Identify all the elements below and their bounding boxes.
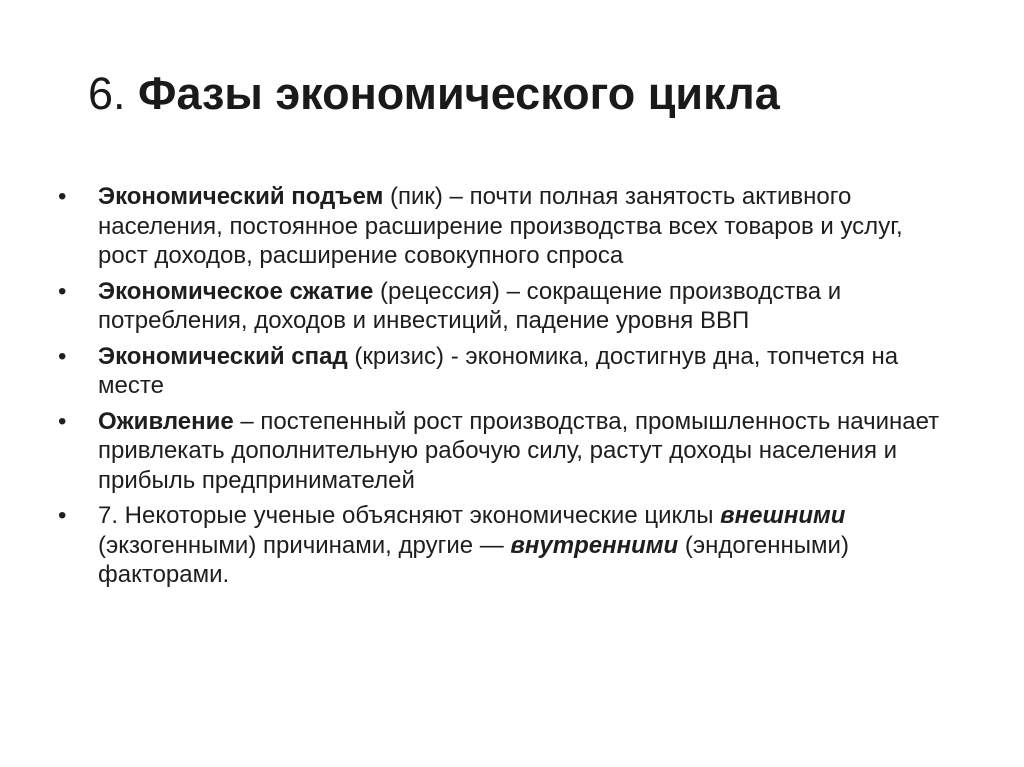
bullet-marker: • [58, 502, 67, 529]
bullet-text: (экзогенными) причинами, другие — [98, 531, 511, 559]
bullet-text: (рецессия) – сокращение производства и потребления, доходов и инвестиций, падение уровня ВВП [98, 277, 842, 334]
title-text: Фазы экономического цикла [138, 68, 780, 119]
bullet-marker: • [58, 342, 67, 370]
bullet-term: Экономическое сжатие [98, 277, 374, 305]
bullet-item-recession [0, 277, 958, 336]
bullet-text: (кризис) - экономика, достигнув дна, топчется на месте [98, 342, 899, 399]
bullet-text: (пик) – почти полная занятость активного населения, постоянное расширение производства всех товаров и услуг, рост доходов, расширение совокупного спроса [98, 183, 903, 269]
bullet-marker: • [58, 277, 67, 305]
bullet-marker: • [58, 183, 67, 210]
bullet-item-recovery [0, 407, 958, 496]
bullet-marker: • [58, 407, 67, 435]
bullet-text: (эндогенными) факторами. [98, 531, 849, 588]
bullet-text: – постепенный рост производства, промышленность начинает привлекать дополнительную рабочую силу, растут доходы населения и прибыль предпринимателей [98, 407, 940, 494]
bullet-item-expansion [0, 182, 958, 271]
emphasis-external: внешними [720, 502, 846, 529]
bullet-term: Экономический подъем [98, 183, 384, 210]
bullet-list [0, 182, 1024, 590]
content-area [0, 182, 1024, 596]
bullet-item-crisis [0, 342, 958, 401]
slide-title [88, 64, 968, 124]
title-number: 6. [88, 68, 126, 119]
emphasis-internal: внутренними [510, 531, 679, 559]
bullet-item-causes [0, 501, 958, 590]
bullet-term: Экономический спад [98, 342, 348, 370]
bullet-text: 7. Некоторые ученые объясняют экономические циклы [98, 502, 721, 529]
bullet-term: Оживление [98, 407, 234, 435]
